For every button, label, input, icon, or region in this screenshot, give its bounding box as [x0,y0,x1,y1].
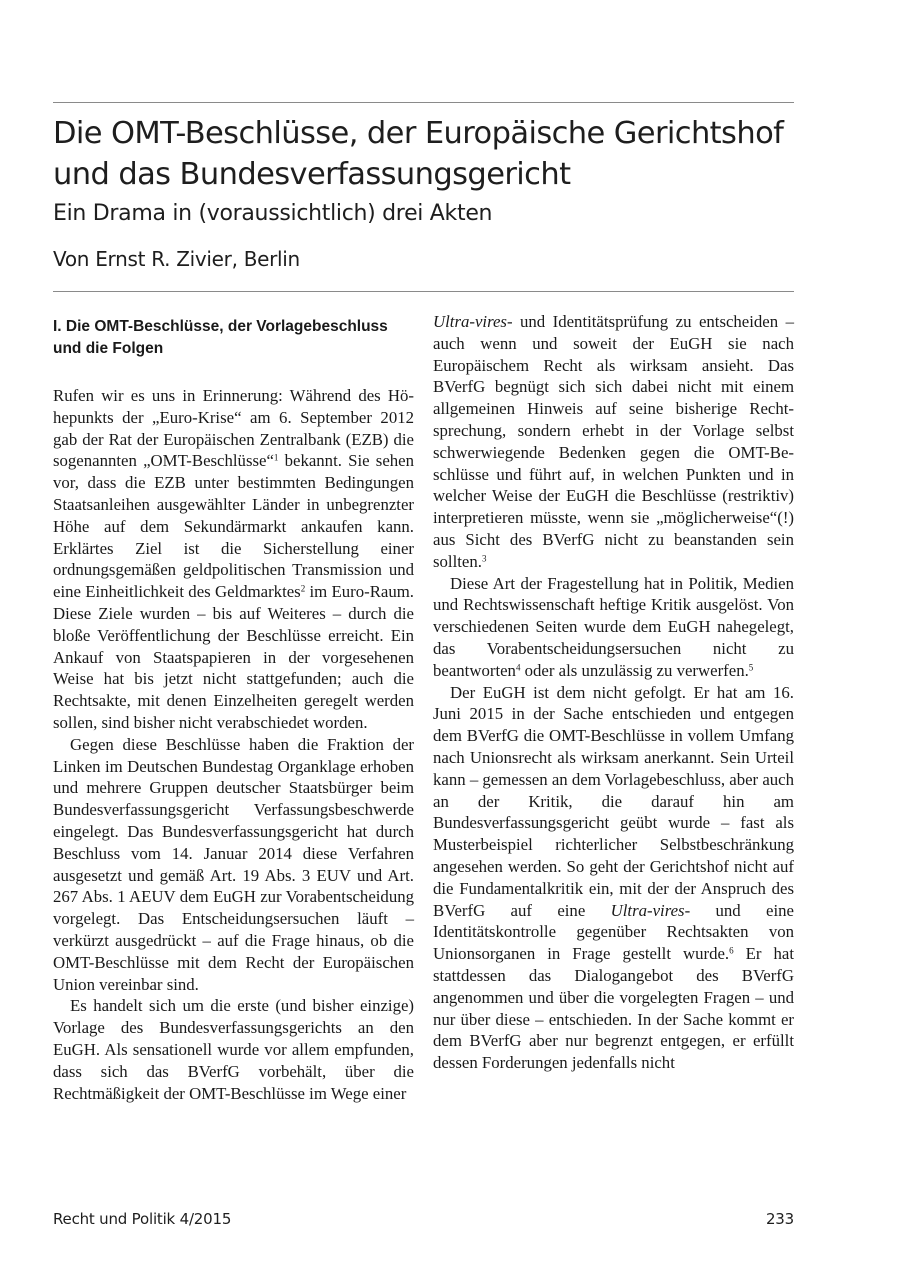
author-line: Von Ernst R. Zivier, Berlin [53,247,300,271]
ultra-vires-term: Ultra-vires- [610,900,691,920]
paragraph-2: Gegen diese Beschlüsse haben die Fraktion der Linken im Deutschen Bundestag Organklage erhoben und mehrere Gruppen deutscher Staatsbürger beim Bundesverfassungsgericht Verfassungsbeschwerde eingelegt. Das Bundesverfassungsgericht hat durch Beschluss vom 14. Januar 2014 diese Verfahren ausgesetzt und gemäß Art. 19 Abs. 3 EUV und Art. 267 Abs. 1 AEUV dem EuGH zur Vorabentscheidung vorgelegt. Das Entscheidungsersuchen läuft – verkürzt ausgedrückt – auf die Frage hinaus, ob die OMT-Beschlüsse mit dem Recht der Europäischen Union vereinbar sind. [53,734,414,994]
footnote-ref-1: 1 [273,453,279,463]
paragraph-3-continued [433,311,794,573]
paragraph-1-text-b: bekannt. Sie sehen vor, dass die EZB unter bestimmten Bedingungen Staatsanleihen ausgewählter Länder in unbegrenzter Höhe auf dem Sekundärmarkt ankaufen kann. Erklärtes Ziel ist die Sicherstellung einer ordnungsgemäßen geldpolitischen Transmission und eine Einheitlichkeit des Geldmarktes [53,451,414,602]
footnote-ref-6: 6 [729,945,734,956]
paragraph-4-text-b: oder als unzulässig zu verwerfen. [520,660,749,680]
footnote-ref-5: 5 [748,662,754,673]
paragraph-5-text-b: und eine Identitätskontrolle gegenüber Rechtsakten von Unionsorganen in Frage gestellt wurde. [433,900,794,964]
text-column-right [433,311,794,1074]
paragraph-4 [433,573,794,682]
paragraph-1 [53,385,414,734]
section-heading: I. Die OMT-Beschlüsse, der Vorlagebeschluss und die Folgen [53,318,388,357]
journal-footer: Recht und Politik 4/2015 [53,1210,232,1228]
footnote-ref-2: 2 [300,583,306,594]
footnote-ref-4: 4 [515,662,521,673]
paragraph-5-text-c: Er hat stattdessen das Dialogangebot des BVerfG angenommen und über die vorgelegten Fragen – und nur über diese – entschieden. In der Sache kommt er dem BVerfG aber nur begrenzt entgegen, er erfüllt dessen Forderungen jedenfalls nicht [433,944,795,1073]
footnote-ref-3: 3 [481,553,487,564]
paragraph-3-text-a: Es handelt sich um die erste (und bisher einzige) Vorlage des Bundesverfassungsgerichts an den EuGH. Als sensationell wurde vor allem empfunden, dass sich das BVerfG vorbehält, über die Rechtmäßigkeit der OMT-Beschlüsse im Wege einer [53,996,414,1103]
paragraph-1-text-a: Rufen wir es uns in Erinnerung: Während des Höhepunkts der „Euro-Krise“ am 6. September 2012 gab der Rat der Europäischen Zentralbank (EZB) die sogenannten „OMT-Beschlüsse“ [53,386,414,471]
paragraph-5-text-a: Der EuGH ist dem nicht gefolgt. Er hat am 16. Juni 2015 in der Sache entschieden und entgegen dem BVerfG die OMT-Beschlüsse in vollem Umfang nach Unionsrecht als wirksam anerkannt. Sein Urteil kann – gemessen an dem Vorlagebeschluss, aber auch an der Kritik, die darauf hin am Bundesverfassungsgericht geübt wurde – fast als Musterbeispiel richterlicher Selbstbeschränkung angesehen werden. So geht der Gerichtshof nicht auf die Fundamentalkritik ein, mit der der Anspruch des BVerfG auf eine [433,682,795,920]
text-column-left [53,311,414,1104]
header-divider [53,291,794,292]
paragraph-3-text-b: und Identitätsprüfung zu entscheiden – auch wenn und soweit der EuGH sie nach Europäischem Recht als wirksam ansieht. Das BVerfG begnügt sich sich dabei nicht mit einem allgemeinen Hinweis auf seine bisherige Rechtsprechung, sondern erhebt in der Vorlage selbst schwerwiegende Bedenken gegen die OMT-Beschlüsse und führt auf, in welchen Punkten und in welcher Weise der EuGH die Beschlüsse (restriktiv) interpretieren müsste, wenn sie „möglicherweise“(!) aus Sicht des BVerfG nicht zu beanstanden sein sollten. [433,312,794,571]
page-number: 233 [765,1210,794,1228]
paragraph-3 [53,995,414,1104]
article-title: Die OMT-Beschlüsse, der Europäische Gerichtshof und das Bundesverfassungsgericht [53,116,784,192]
paragraph-5 [433,682,794,1074]
paragraph-4-text-a: Diese Art der Fragestellung hat in Politik, Medien und Rechtswissenschaft heftige Kritik ausgelöst. Von verschiedenen Seiten wurde dem EuGH nahegelegt, das Vorabentscheidungsersuchen nicht zu beantworten [433,573,794,680]
paragraph-1-text-c: im Euro-Raum. Diese Ziele wurden – bis auf Weiteres – durch die bloße Veröffentlichung der Beschlüsse erreicht. Ein Ankauf von Staatspapieren in der vorgesehenen Weise hat bis jetzt nicht stattgefunden; auch die Rechtsakte, mit denen Einzelheiten geregelt werden sollen, sind bisher nicht verabschiedet worden. [53,582,414,732]
ultra-vires-term: Ultra-vires- [433,312,513,331]
article-subtitle: Ein Drama in (voraussichtlich) drei Akten [53,201,493,226]
top-rule [53,102,794,103]
